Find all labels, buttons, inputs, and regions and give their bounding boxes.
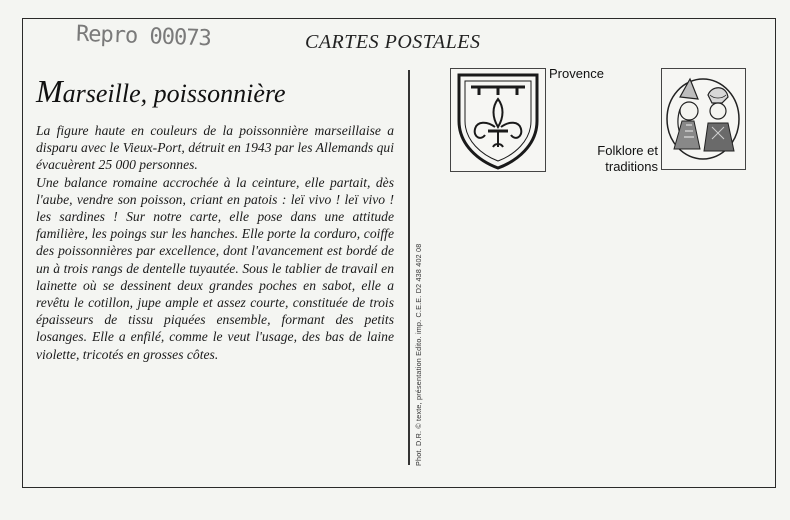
divider-line xyxy=(408,70,410,465)
folklore-box xyxy=(661,68,746,170)
title-rest: arseille, poissonnière xyxy=(62,79,286,108)
main-title xyxy=(36,73,286,110)
folk-costume-women-icon xyxy=(662,69,745,169)
header-title: CARTES POSTALES xyxy=(305,31,481,53)
vertical-credit: Phot. D.R. © texte, présentation Edito. imp. C.E.E. D2 438 402 08 xyxy=(414,243,423,466)
folklore-label: Folklore et traditions xyxy=(597,143,658,174)
handwritten-reference: Repro 00073 xyxy=(75,21,212,52)
crest-box xyxy=(450,68,546,172)
description-paragraph: La figure haute en couleurs de la poissonnière marseillaise a disparu avec le Vieux-Port, détruit en 1943 par les Allemands qui évacuèrent 25 000 personnes. xyxy=(36,123,394,173)
description-text xyxy=(36,122,394,363)
provence-label: Provence xyxy=(549,66,604,81)
description-paragraph: Une balance romaine accrochée à la ceinture, elle partait, dès l'aube, vendre son poisson, criant en patois : leï vivo ! leï vivo ! les sardines ! Sur notre carte, elle pose dans une attitude familière, les poings sur les hanches. Elle porte la corduro, coiffe des poissonnières par excellence, dont l'avancement est bordé de un à trois rangs de dentelle tuyautée. Sous le tablier de travail en lainette où se dessinent deux grandes poches en sabot, elle a revêtu le cotillon, jupe ample et assez courte, constituée de trois épaisseurs de tissu piquées ensemble, formant des petits losanges. Elle a enfilé, comme le veut l'usage, des bas de laine violette, tricotés en grosses côtes. xyxy=(36,174,394,362)
title-initial: M xyxy=(36,73,63,109)
fleur-de-lis-coat-of-arms-icon xyxy=(451,69,545,171)
